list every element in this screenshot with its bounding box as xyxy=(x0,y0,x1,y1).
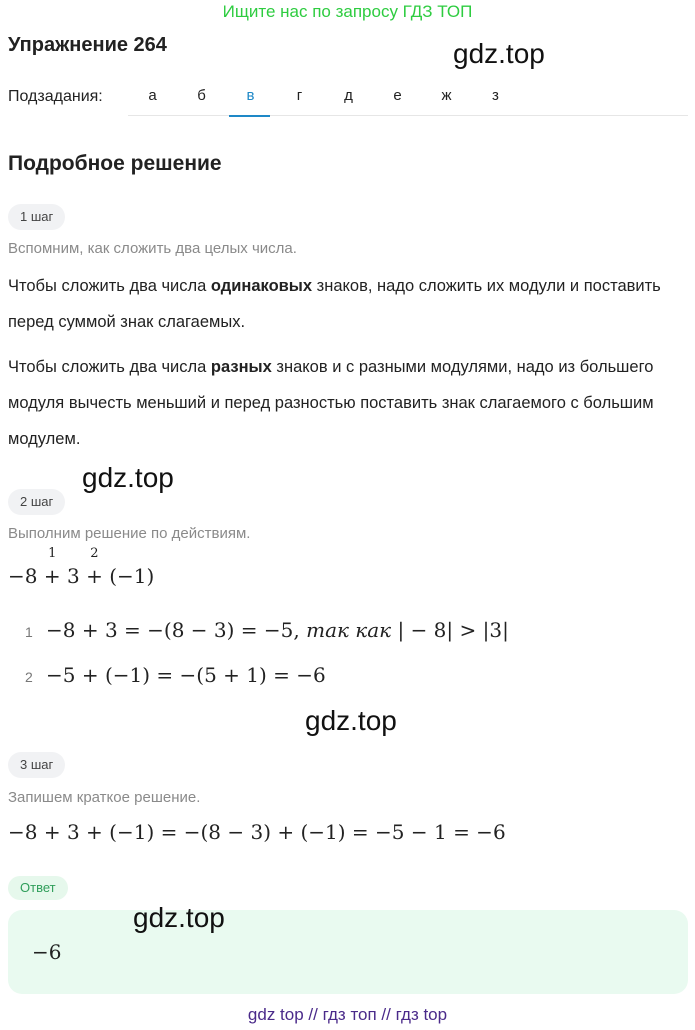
watermark: gdz.top xyxy=(82,462,174,493)
step-badge: 2 шаг xyxy=(8,489,65,515)
subtask-tab[interactable]: а xyxy=(148,87,157,104)
action-number: 2 xyxy=(25,669,33,685)
rule-paragraph: Чтобы сложить два числа одинаковых знаков, надо сложить их модули и поставить перед суммой знак слагаемых. xyxy=(8,277,661,331)
subtask-tab[interactable]: з xyxy=(492,87,499,104)
subtask-tab-active[interactable]: в xyxy=(226,80,275,116)
expression: −8 + 1 3 + 2 (−1) xyxy=(8,546,155,588)
action-expression: −5 + (−1) = −(5 + 1) = −6 xyxy=(46,663,326,687)
action-expression: −8 + 3 = −(8 − 3) = −5, так как | − 8| > |3| xyxy=(46,618,509,642)
step-hint: Запишем краткое решение. xyxy=(8,789,201,806)
step-hint: Вспомним, как сложить два целых числа. xyxy=(8,240,297,257)
answer-value: −6 xyxy=(32,940,62,964)
step-badge: 1 шаг xyxy=(8,204,65,230)
subtask-tab[interactable]: ж xyxy=(441,87,452,104)
subtasks-label: Подзадания: xyxy=(8,88,103,105)
subtask-tab[interactable]: г xyxy=(296,87,303,104)
step-hint: Выполним решение по действиям. xyxy=(8,525,251,542)
subtask-tab[interactable]: б xyxy=(197,87,206,104)
watermark: gdz.top xyxy=(305,705,397,736)
rule-paragraph: Чтобы сложить два числа разных знаков и с разными модулями, надо из большего модуля вычесть меньший и перед разностью поставить знак слагаемого с большим модулем. xyxy=(8,358,654,448)
exercise-title: Упражнение 264 xyxy=(8,34,167,56)
answer-box xyxy=(8,910,688,994)
subtask-tab[interactable]: е xyxy=(393,87,402,104)
subtask-tab[interactable]: д xyxy=(344,87,353,104)
action-number: 1 xyxy=(25,624,33,640)
watermark: gdz.top xyxy=(453,38,545,69)
top-banner: Ищите нас по запросу ГДЗ ТОП xyxy=(222,2,473,21)
watermark: gdz.top xyxy=(133,902,225,933)
section-title: Подробное решение xyxy=(8,152,222,175)
step-badge: 3 шаг xyxy=(8,752,65,778)
subtask-tabs xyxy=(128,80,688,116)
short-solution: −8 + 3 + (−1) = −(8 − 3) + (−1) = −5 − 1 = −6 xyxy=(8,820,506,844)
answer-badge: Ответ xyxy=(8,876,68,900)
footer-links[interactable]: gdz top // гдз топ // гдз top xyxy=(247,1005,448,1024)
